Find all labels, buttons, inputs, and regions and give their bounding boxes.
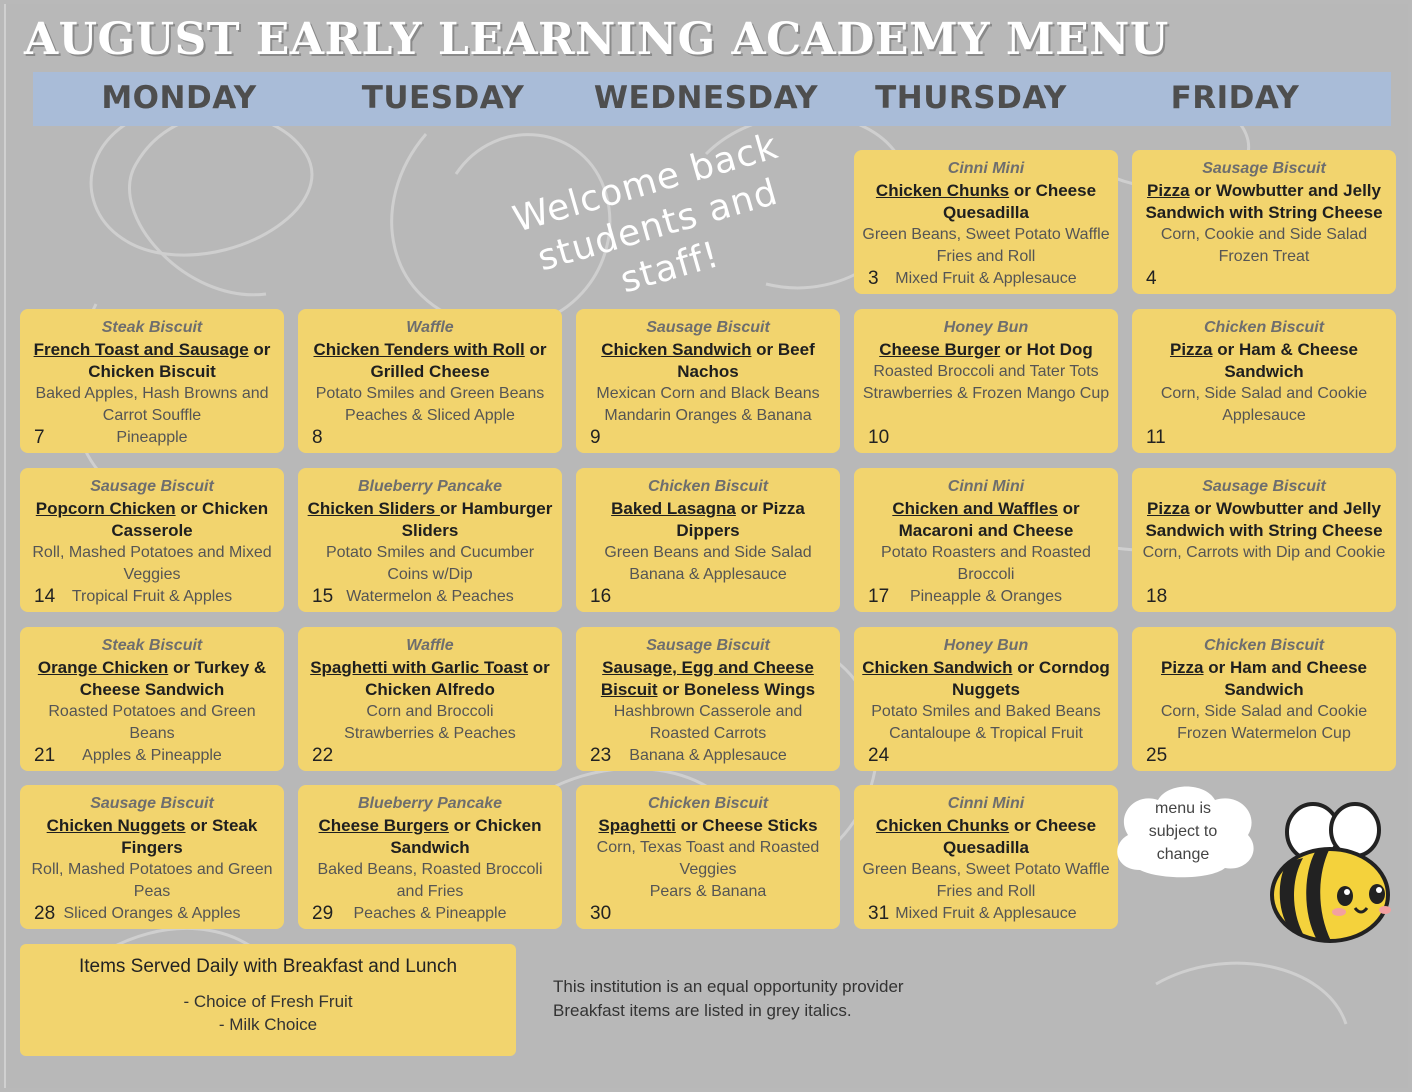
menu-day-cell (576, 785, 840, 929)
day-number: 9 (590, 427, 601, 448)
lunch-entree (20, 657, 284, 701)
breakfast-item: Sausage Biscuit (1202, 478, 1326, 495)
lunch-entree (854, 498, 1118, 542)
side-items: Green Beans, Sweet Potato Waffle Fries and Roll (862, 226, 1110, 265)
breakfast-item: Cinni Mini (947, 160, 1025, 177)
day-tuesday: TUESDAY (361, 80, 525, 116)
footer-notes (553, 975, 904, 1023)
fruit-items: Banana & Applesauce (629, 747, 787, 764)
day-number: 3 (868, 268, 879, 289)
breakfast-item: Honey Bun (943, 319, 1029, 336)
breakfast-item: Chicken Biscuit (1203, 637, 1325, 654)
lunch-entree-alternate: or Beef Nachos (677, 340, 815, 381)
fruit-items: Apples & Pineapple (82, 747, 222, 764)
menu-day-cell (298, 468, 562, 612)
lunch-entree-alternate: or Boneless Wings (657, 680, 816, 699)
lunch-entree-alternate: or Cheese Sticks (675, 816, 818, 835)
menu-day-cell (1132, 627, 1396, 771)
fruit-items: Mixed Fruit & Applesauce (895, 270, 1077, 287)
day-wednesday: WEDNESDAY (593, 80, 819, 116)
breakfast-legend-note: Breakfast items are listed in grey italics. (553, 1001, 852, 1020)
day-number: 21 (34, 745, 56, 766)
fruit-items: Pears & Banana (649, 883, 767, 900)
menu-day-cell (854, 627, 1118, 771)
breakfast-item: Sausage Biscuit (646, 637, 770, 654)
lunch-entree-primary: Spaghetti (598, 816, 676, 835)
menu-day-cell (298, 785, 562, 929)
day-number: 31 (868, 903, 890, 924)
day-number: 10 (868, 427, 890, 448)
menu-day-cell (298, 627, 562, 771)
fruit-items: Watermelon & Peaches (346, 588, 514, 605)
lunch-entree-primary: Chicken Tenders with Roll (313, 340, 525, 359)
side-items: Roll, Mashed Potatoes and Green Peas (31, 861, 273, 900)
lunch-entree (1132, 657, 1396, 701)
day-number: 4 (1146, 268, 1157, 289)
fruit-items: Pineapple & Oranges (909, 588, 1063, 605)
fruit-items: Frozen Treat (1218, 248, 1310, 265)
fruit-items: Cantaloupe & Tropical Fruit (889, 725, 1083, 742)
fruit-items: Peaches & Pineapple (353, 905, 507, 922)
day-number: 16 (590, 586, 612, 607)
fruit-items: Mandarin Oranges & Banana (604, 407, 812, 424)
side-items: Corn, Side Salad and Cookie (1160, 703, 1368, 720)
lunch-entree (854, 339, 1118, 361)
lunch-entree-alternate: or Hot Dog (1000, 340, 1093, 359)
weekday-header (33, 72, 1391, 126)
side-items: Roasted Broccoli and Tater Tots (873, 363, 1099, 380)
day-number: 25 (1146, 745, 1168, 766)
breakfast-item: Chicken Biscuit (647, 795, 769, 812)
menu-day-cell (854, 309, 1118, 453)
day-number: 15 (312, 586, 334, 607)
lunch-entree-primary: Pizza (1161, 658, 1204, 677)
day-number: 28 (34, 903, 56, 924)
lunch-entree (298, 815, 562, 859)
breakfast-item: Waffle (406, 319, 454, 336)
side-items: Green Beans, Sweet Potato Waffle Fries and Roll (862, 861, 1110, 900)
fruit-items: Frozen Watermelon Cup (1177, 725, 1351, 742)
side-items: Corn, Carrots with Dip and Cookie (1142, 544, 1386, 561)
menu-day-cell (20, 309, 284, 453)
day-number: 17 (868, 586, 890, 607)
lunch-entree (298, 339, 562, 383)
day-number: 22 (312, 745, 334, 766)
lunch-entree-primary: Chicken Sandwich (601, 340, 752, 359)
side-items: Potato Smiles and Baked Beans (871, 703, 1101, 720)
day-friday: FRIDAY (1170, 80, 1300, 116)
side-items: Potato Smiles and Green Beans (315, 385, 545, 402)
lunch-entree-primary: French Toast and Sausage (33, 340, 249, 359)
menu-day-cell (298, 309, 562, 453)
side-items: Hashbrown Casserole and Roasted Carrots (613, 703, 803, 742)
lunch-entree-alternate: or Ham & Cheese Sandwich (1212, 340, 1359, 381)
fruit-items: Mixed Fruit & Applesauce (895, 905, 1077, 922)
menu-day-cell (1132, 150, 1396, 294)
day-thursday: THURSDAY (875, 80, 1067, 116)
lunch-entree (298, 657, 562, 701)
lunch-entree-primary: Pizza (1169, 340, 1213, 359)
menu-day-cell (576, 309, 840, 453)
breakfast-item: Blueberry Pancake (357, 795, 503, 812)
lunch-entree (854, 815, 1118, 859)
bee-icon (1255, 800, 1405, 950)
day-number: 7 (34, 427, 45, 448)
lunch-entree-primary: Pizza (1147, 499, 1190, 518)
lunch-entree-alternate: or Wowbutter and Jelly Sandwich with String Cheese (1145, 499, 1383, 540)
side-items: Potato Smiles and Cucumber Coins w/Dip (325, 544, 535, 583)
menu-day-cell (20, 627, 284, 771)
lunch-entree (20, 339, 284, 383)
fruit-items: Sliced Oranges & Apples (63, 905, 241, 922)
lunch-entree (576, 657, 840, 701)
lunch-entree-alternate: or Cheese Quesadilla (943, 816, 1097, 857)
lunch-entree-primary: Chicken Nuggets (46, 816, 186, 835)
lunch-entree-primary: Chicken and Waffles (892, 499, 1058, 518)
menu-day-cell (20, 785, 284, 929)
lunch-entree-primary: Chicken Sliders (307, 499, 440, 518)
menu-day-cell (1132, 309, 1396, 453)
lunch-entree (1132, 498, 1396, 542)
lunch-entree (576, 339, 840, 383)
lunch-entree-primary: Pizza (1147, 181, 1190, 200)
daily-item: - Choice of Fresh Fruit (183, 992, 353, 1011)
lunch-entree-alternate: or Wowbutter and Jelly Sandwich with String Cheese (1145, 181, 1383, 222)
day-number: 29 (312, 903, 334, 924)
lunch-entree (20, 815, 284, 859)
lunch-entree-primary: Chicken Sandwich (862, 658, 1013, 677)
menu-day-cell (854, 785, 1118, 929)
fruit-items: Pineapple (116, 429, 188, 446)
lunch-entree-primary: Spaghetti with Garlic Toast (310, 658, 529, 677)
breakfast-item: Sausage Biscuit (1202, 160, 1326, 177)
lunch-entree-primary: Chicken Chunks (875, 181, 1010, 200)
side-items: Potato Roasters and Roasted Broccoli (881, 544, 1091, 583)
breakfast-item: Cinni Mini (947, 795, 1025, 812)
fruit-items: Applesauce (1222, 407, 1306, 424)
lunch-entree-primary: Cheese Burger (879, 340, 1001, 359)
fruit-items: Strawberries & Frozen Mango Cup (862, 385, 1110, 402)
lunch-entree (576, 498, 840, 542)
lunch-entree-alternate: or Ham and Cheese Sandwich (1203, 658, 1367, 699)
lunch-entree-alternate: or Cheese Quesadilla (943, 181, 1097, 222)
lunch-entree-alternate: or Chicken Sandwich (390, 816, 542, 857)
lunch-entree-primary: Baked Lasagna (611, 499, 736, 518)
breakfast-item: Blueberry Pancake (357, 478, 503, 495)
lunch-entree (1132, 180, 1396, 224)
breakfast-item: Chicken Biscuit (647, 478, 769, 495)
day-number: 30 (590, 903, 612, 924)
fruit-items: Strawberries & Peaches (344, 725, 516, 742)
menu-day-cell (854, 150, 1118, 294)
menu-change-note: menu is subject to change (1148, 800, 1218, 863)
lunch-entree-primary: Sausage, Egg and Cheese Biscuit (600, 658, 814, 699)
side-items: Mexican Corn and Black Beans (596, 385, 820, 402)
lunch-entree-primary: Chicken Chunks (875, 816, 1010, 835)
side-items: Roasted Potatoes and Green Beans (48, 703, 256, 742)
daily-item: - Milk Choice (218, 1015, 318, 1034)
side-items: Baked Apples, Hash Browns and Carrot Souffle (35, 385, 269, 424)
day-number: 18 (1146, 586, 1168, 607)
day-number: 23 (590, 745, 612, 766)
lunch-entree (854, 657, 1118, 701)
breakfast-item: Waffle (406, 637, 454, 654)
lunch-entree-alternate: or Pizza Dippers (676, 499, 805, 540)
fruit-items: Banana & Applesauce (629, 566, 787, 583)
side-items: Roll, Mashed Potatoes and Mixed Veggies (32, 544, 272, 583)
lunch-entree (298, 498, 562, 542)
breakfast-item: Sausage Biscuit (646, 319, 770, 336)
breakfast-item: Sausage Biscuit (90, 795, 214, 812)
side-items: Corn, Texas Toast and Roasted Veggies (596, 839, 820, 878)
breakfast-item: Sausage Biscuit (90, 478, 214, 495)
breakfast-item: Steak Biscuit (101, 319, 203, 336)
side-items: Green Beans and Side Salad (604, 544, 812, 561)
lunch-entree-alternate: or Chicken Alfredo (365, 658, 550, 699)
day-number: 14 (34, 586, 56, 607)
page-title: AUGUST EARLY LEARNING ACADEMY MENU (24, 14, 1169, 65)
side-items: Baked Beans, Roasted Broccoli and Fries (317, 861, 543, 900)
lunch-entree-alternate: or Chicken Biscuit (88, 340, 271, 381)
lunch-entree (576, 815, 840, 837)
lunch-entree (20, 498, 284, 542)
daily-items-box (20, 944, 516, 1056)
menu-day-cell (1132, 468, 1396, 612)
lunch-entree-alternate: or Chicken Casserole (111, 499, 269, 540)
equal-opportunity-note: This institution is an equal opportunity provider (553, 977, 904, 996)
menu-day-cell (20, 468, 284, 612)
lunch-entree-primary: Cheese Burgers (318, 816, 449, 835)
lunch-entree-alternate: or Grilled Cheese (370, 340, 547, 381)
fruit-items: Tropical Fruit & Apples (71, 588, 233, 605)
day-number: 8 (312, 427, 323, 448)
lunch-entree (854, 180, 1118, 224)
lunch-entree-alternate: or Corndog Nuggets (952, 658, 1110, 699)
day-monday: MONDAY (101, 80, 257, 116)
lunch-entree-alternate: or Steak Fingers (121, 816, 258, 857)
fruit-items: Peaches & Sliced Apple (345, 407, 515, 424)
lunch-entree-alternate: or Hamburger Sliders (401, 499, 553, 540)
welcome-message: Welcome back students and staff! (508, 125, 783, 302)
side-items: Corn, Side Salad and Cookie (1160, 385, 1368, 402)
side-items: Corn, Cookie and Side Salad (1160, 226, 1368, 243)
breakfast-item: Honey Bun (943, 637, 1029, 654)
daily-items-heading: Items Served Daily with Breakfast and Lunch (78, 956, 458, 977)
menu-day-cell (854, 468, 1118, 612)
lunch-entree-alternate: or Turkey & Cheese Sandwich (79, 658, 267, 699)
day-number: 24 (868, 745, 890, 766)
lunch-entree-alternate: or Macaroni and Cheese (898, 499, 1080, 540)
lunch-entree-primary: Popcorn Chicken (35, 499, 176, 518)
day-number: 11 (1146, 427, 1166, 448)
breakfast-item: Steak Biscuit (101, 637, 203, 654)
menu-day-cell (576, 468, 840, 612)
lunch-entree (1132, 339, 1396, 383)
side-items: Corn and Broccoli (366, 703, 494, 720)
lunch-entree-primary: Orange Chicken (37, 658, 169, 677)
breakfast-item: Chicken Biscuit (1203, 319, 1325, 336)
menu-day-cell (576, 627, 840, 771)
breakfast-item: Cinni Mini (947, 478, 1025, 495)
